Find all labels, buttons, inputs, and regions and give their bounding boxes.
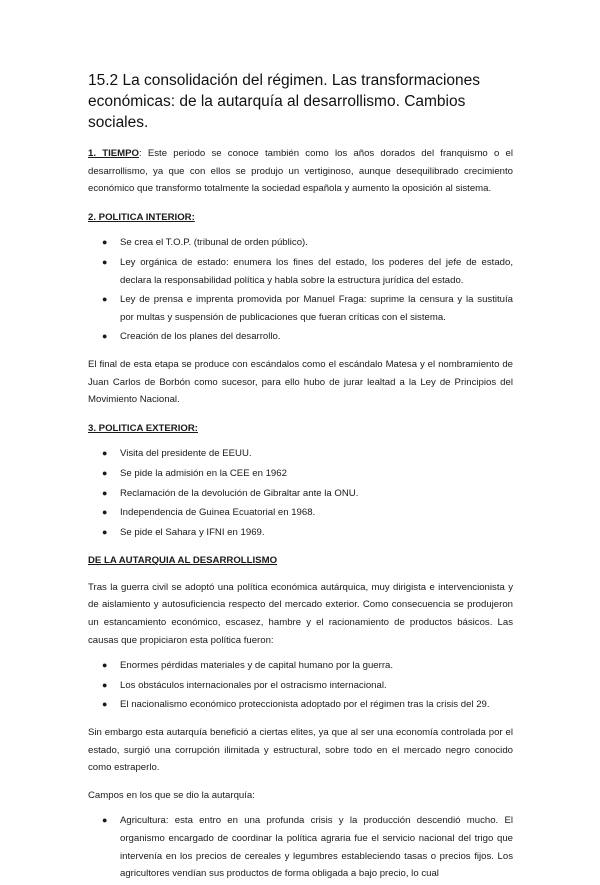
bullet-icon: ● bbox=[102, 467, 108, 478]
tiempo-text: : Este periodo se conoce también como los años dorados del franquismo o el desarrollismo, ya que con ellos se produjo un vertiginoso, aunque desequilibrado crecimiento económico que transformo totalmente la sociedad española y aumento la oposición al sistema. bbox=[88, 148, 513, 195]
bullet-icon: ● bbox=[102, 331, 108, 342]
section-heading: 3. POLITICA EXTERIOR: bbox=[88, 422, 198, 434]
section-politica-exterior bbox=[88, 420, 513, 542]
document-title: 15.2 La consolidación del régimen. Las transformaciones económicas: de la autarquía al desarrollismo. Cambios sociales. bbox=[88, 72, 481, 131]
bullet-icon: ● bbox=[102, 294, 108, 305]
list-item: ● Se pide la admisión en la CEE en 1962 bbox=[88, 465, 513, 483]
autarquia-intro-paragraph: Tras la guerra civil se adoptó una política económica autárquica, muy dirigista e intervencionista y de aislamiento y autosuficiencia respecto del mercado exterior. Como consecuencia se produjeron un estancamiento económico, escasez, hambre y el racionamiento de productos básicos. Las causas que propiciaron esta política fueron: bbox=[88, 581, 513, 646]
bullet-icon: ● bbox=[102, 699, 108, 710]
bullet-icon: ● bbox=[102, 679, 108, 690]
list-item: ● Ley orgánica de estado: enumera los fines del estado, los poderes del jefe de estado, declara la responsabilidad política y habla sobre la estructura jurídica del estado. bbox=[88, 254, 513, 289]
section-heading: 2. POLITICA INTERIOR: bbox=[88, 211, 195, 223]
list-item: ● Ley de prensa e imprenta promovida por Manuel Fraga: suprime la censura y la sustituía por multas y suspensión de publicaciones que fueran críticas con el sistema. bbox=[88, 291, 513, 326]
tiempo-label: 1. TIEMPO bbox=[88, 148, 139, 159]
document-page bbox=[88, 70, 513, 885]
list-item: ● Se crea el T.O.P. (tribunal de orden público). bbox=[88, 234, 513, 252]
autarquia-paragraph-2: Sin embargo esta autarquía benefició a ciertas elites, ya que al ser una economía controlada por el estado, surgió una corrupción ilimitada y estructural, sobre todo en el mercado negro conocido como estraperlo. bbox=[88, 727, 513, 774]
list-item: ● Los obstáculos internacionales por el ostracismo internacional. bbox=[88, 677, 513, 695]
section-heading: DE LA AUTARQUIA AL DESARROLLISMO bbox=[88, 555, 278, 567]
bullet-icon: ● bbox=[102, 660, 108, 671]
bullet-icon: ● bbox=[102, 507, 108, 518]
list-item: ● Agricultura: esta entro en una profunda crisis y la producción descendió mucho. El organismo encargado de coordinar la política agraria fue el servicio nacional del trigo que intervenía en los precios de cereales y legumbres estableciendo tasas o precios fijos. Los agricultores vendían sus productos de forma obligada a bajo precio, lo cual bbox=[88, 812, 513, 882]
list-item: ● Reclamación de la devolución de Gibraltar ante la ONU. bbox=[88, 485, 513, 503]
bullet-icon: ● bbox=[102, 448, 108, 459]
interior-list bbox=[88, 234, 513, 346]
section-politica-interior bbox=[88, 209, 513, 409]
bullet-icon: ● bbox=[102, 256, 108, 267]
list-item: ● Se pide el Sahara y IFNI en 1969. bbox=[88, 524, 513, 542]
fields-intro: Campos en los que se dio la autarquía: bbox=[88, 789, 255, 801]
interior-closing-paragraph: El final de esta etapa se produce con escándalos como el escándalo Matesa y el nombramiento de Juan Carlos de Borbón como sucesor, para ello hubo de jurar lealtad a la Ley de Principios del Movimiento Nacional. bbox=[88, 358, 513, 406]
list-item: ● Enormes pérdidas materiales y de capital humano por la guerra. bbox=[88, 657, 513, 675]
bullet-icon: ● bbox=[102, 487, 108, 498]
bullet-icon: ● bbox=[102, 815, 108, 826]
list-item: ● Visita del presidente de EEUU. bbox=[88, 445, 513, 463]
list-item: ● Creación de los planes del desarrollo. bbox=[88, 328, 513, 346]
exterior-list bbox=[88, 445, 513, 541]
causes-list bbox=[88, 657, 513, 714]
tiempo-paragraph bbox=[88, 145, 513, 198]
bullet-icon: ● bbox=[102, 237, 108, 248]
bullet-icon: ● bbox=[102, 526, 108, 537]
list-item: ● El nacionalismo económico proteccionista adoptado por el régimen tras la crisis del 29. bbox=[88, 696, 513, 714]
list-item: ● Independencia de Guinea Ecuatorial en 1968. bbox=[88, 504, 513, 522]
section-autarquia bbox=[88, 552, 513, 883]
